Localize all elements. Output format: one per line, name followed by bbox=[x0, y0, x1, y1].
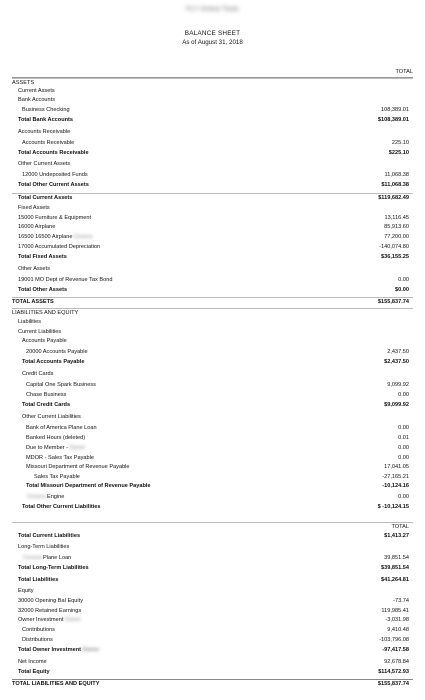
table-row bbox=[12, 658, 413, 667]
row-value: 85,913.60 bbox=[384, 224, 409, 230]
row-label bbox=[18, 576, 58, 585]
table-row bbox=[12, 391, 413, 400]
row-label bbox=[22, 413, 81, 422]
row-label bbox=[18, 543, 69, 552]
table-row bbox=[12, 607, 413, 616]
row-label-text: Total Missouri Department of Revenue Payable bbox=[26, 483, 151, 489]
row-label-text: Other Assets bbox=[18, 266, 51, 272]
row-label-text: Equity bbox=[18, 588, 34, 594]
table-row bbox=[12, 473, 413, 482]
table-row bbox=[12, 337, 413, 346]
table-row bbox=[12, 434, 413, 443]
column-header-total: TOTAL bbox=[395, 69, 413, 75]
row-label bbox=[18, 204, 50, 213]
row-label-text: Total Other Assets bbox=[18, 287, 68, 293]
row-value: $39,851.54 bbox=[381, 565, 409, 571]
row-label-text: Liabilities bbox=[18, 319, 42, 325]
table-row bbox=[12, 493, 413, 502]
table-row bbox=[12, 463, 413, 472]
row-label bbox=[22, 554, 71, 563]
row-label-text: Bank Accounts bbox=[18, 97, 56, 103]
row-label-text: Total Other Current Liabilities bbox=[22, 504, 101, 510]
table-row bbox=[12, 193, 413, 203]
row-label-text: Accounts Payable bbox=[22, 338, 67, 344]
row-label-text: 19001 MO Dept of Revenue Tax Bond bbox=[18, 277, 113, 283]
row-label bbox=[22, 370, 53, 379]
row-label-text: 16500 16500 Airplane bbox=[18, 234, 73, 240]
row-value: $119,682.49 bbox=[378, 195, 409, 201]
row-value: $155,837.74 bbox=[377, 681, 409, 687]
row-label bbox=[22, 626, 55, 635]
row-value: 0.00 bbox=[398, 425, 409, 431]
row-label bbox=[34, 473, 80, 482]
table-row bbox=[12, 668, 413, 677]
table-row bbox=[12, 286, 413, 295]
row-label bbox=[26, 348, 88, 357]
row-label-text: 32000 Retained Earnings bbox=[18, 608, 82, 614]
row-label bbox=[18, 233, 93, 242]
row-value: -27,165.21 bbox=[382, 474, 409, 480]
row-label-text: Engine bbox=[46, 494, 65, 500]
row-label bbox=[26, 482, 151, 491]
table-row bbox=[12, 149, 413, 158]
row-label bbox=[26, 434, 85, 443]
row-label bbox=[22, 106, 70, 115]
row-label-text: Bank of America Plane Loan bbox=[26, 425, 97, 431]
table-row bbox=[12, 308, 413, 318]
row-label bbox=[18, 646, 100, 655]
row-value: $108,389.01 bbox=[377, 117, 409, 123]
row-label bbox=[18, 532, 80, 541]
table-row bbox=[12, 626, 413, 635]
row-label-text: Banked Hours (deleted) bbox=[26, 435, 86, 441]
row-value: 0.00 bbox=[398, 494, 409, 500]
table-row bbox=[12, 223, 413, 232]
table-row bbox=[12, 171, 413, 180]
row-label-text: Net Income bbox=[18, 659, 47, 665]
row-label-text: Total Current Assets bbox=[18, 195, 73, 201]
row-value: -140,074.80 bbox=[379, 244, 409, 250]
redacted-text: Cessna bbox=[73, 234, 93, 240]
company-name: FLY Online Tools bbox=[186, 6, 239, 13]
table-row bbox=[12, 116, 413, 125]
row-label-text: 17000 Accumulated Depreciation bbox=[18, 244, 101, 250]
table-row bbox=[12, 370, 413, 379]
row-label bbox=[12, 309, 78, 318]
table-row bbox=[12, 328, 413, 337]
row-label-text: Business Checking bbox=[22, 107, 70, 113]
row-label bbox=[12, 680, 99, 689]
row-value: -103,796.08 bbox=[379, 637, 409, 643]
table-row bbox=[12, 181, 413, 190]
row-label bbox=[18, 243, 100, 252]
table-row bbox=[12, 233, 413, 242]
row-label bbox=[18, 587, 34, 596]
row-value: $ -10,124.15 bbox=[377, 504, 409, 510]
row-value: 17,041.05 bbox=[384, 464, 409, 470]
table-row bbox=[12, 276, 413, 285]
row-label-text: Total Accounts Payable bbox=[22, 359, 85, 365]
row-label-text: Total Accounts Receivable bbox=[18, 150, 89, 156]
row-label-text: Total Equity bbox=[18, 669, 50, 675]
row-value: $2,437.50 bbox=[384, 359, 409, 365]
row-label bbox=[18, 318, 41, 327]
row-label-text: Long-Term Liabilities bbox=[18, 544, 70, 550]
row-value: 11,068.38 bbox=[384, 172, 409, 178]
row-label bbox=[22, 337, 67, 346]
row-label-text: Total Fixed Assets bbox=[18, 254, 67, 260]
table-row bbox=[12, 348, 413, 357]
row-value: 9,410.48 bbox=[387, 627, 409, 633]
row-value: 0.00 bbox=[398, 277, 409, 283]
row-label bbox=[391, 523, 409, 532]
table-row bbox=[12, 358, 413, 367]
row-value: $114,572.93 bbox=[378, 669, 409, 675]
row-label-text: Total Owner Investment bbox=[18, 647, 81, 653]
row-label bbox=[26, 463, 130, 472]
table-row bbox=[12, 160, 413, 169]
row-label bbox=[18, 194, 72, 203]
row-label bbox=[18, 116, 73, 125]
row-label-text: Current Assets bbox=[18, 88, 55, 94]
row-label bbox=[22, 636, 53, 645]
table-row bbox=[12, 587, 413, 596]
row-label bbox=[18, 160, 70, 169]
row-label-text: LIABILITIES AND EQUITY bbox=[12, 310, 79, 316]
row-value: $9,099.92 bbox=[384, 402, 409, 408]
row-value: $225.10 bbox=[388, 150, 409, 156]
row-label bbox=[18, 328, 61, 337]
table-row bbox=[12, 554, 413, 563]
row-value: 119,985.41 bbox=[381, 608, 409, 614]
row-label-text: Current Liabilities bbox=[18, 329, 62, 335]
row-label-text: Total Bank Accounts bbox=[18, 117, 74, 123]
row-value: $0.00 bbox=[395, 287, 409, 293]
table-row bbox=[12, 564, 413, 573]
row-label bbox=[18, 597, 83, 606]
row-label-text: Due to Member - bbox=[26, 445, 68, 451]
table-row bbox=[12, 87, 413, 96]
report-date: As of August 31, 2018 bbox=[182, 39, 243, 46]
table-row bbox=[12, 106, 413, 115]
row-label bbox=[18, 276, 112, 285]
redacted-text: Owner bbox=[68, 445, 86, 451]
row-value: $36,155.25 bbox=[381, 254, 409, 260]
table-row bbox=[12, 318, 413, 327]
table-row bbox=[12, 503, 413, 512]
row-label-text: Owner Investment bbox=[18, 617, 64, 623]
row-label-text: Accounts Receivable bbox=[18, 129, 71, 135]
row-value: 92,678.84 bbox=[384, 659, 409, 665]
row-value: 77,200.00 bbox=[384, 234, 409, 240]
row-label-text: Capital One Spark Business bbox=[26, 382, 96, 388]
row-label-text: Contributions bbox=[22, 627, 55, 633]
table-row bbox=[12, 381, 413, 390]
row-value: 0.01 bbox=[398, 435, 409, 441]
row-label-text: Plane Loan bbox=[42, 555, 72, 561]
table-row bbox=[12, 128, 413, 137]
table-row bbox=[12, 297, 413, 307]
row-label bbox=[22, 171, 88, 180]
table-row bbox=[12, 482, 413, 491]
row-label bbox=[26, 391, 66, 400]
row-label-text: 20000 Accounts Payable bbox=[26, 349, 88, 355]
row-label bbox=[18, 149, 89, 158]
table-row bbox=[12, 413, 413, 422]
table-row bbox=[12, 214, 413, 223]
row-value: $1,413.27 bbox=[384, 533, 409, 539]
report-title: BALANCE SHEET bbox=[184, 30, 241, 37]
row-label bbox=[26, 444, 86, 453]
row-label bbox=[26, 454, 94, 463]
row-label-text: Total Credit Cards bbox=[22, 402, 71, 408]
row-label-text: Fixed Assets bbox=[18, 205, 50, 211]
redacted-text: Cessna bbox=[27, 494, 46, 500]
row-value: 108,389.01 bbox=[381, 107, 409, 113]
row-value: 2,437.50 bbox=[387, 349, 409, 355]
row-label bbox=[22, 358, 84, 367]
table-row bbox=[12, 265, 413, 274]
table-row bbox=[12, 646, 413, 655]
table-row bbox=[12, 253, 413, 262]
row-value: $11,068.38 bbox=[381, 182, 409, 188]
table-row bbox=[12, 401, 413, 410]
row-label bbox=[26, 381, 96, 390]
table-row bbox=[12, 679, 413, 689]
row-label bbox=[12, 298, 54, 307]
table-row bbox=[12, 96, 413, 105]
row-label-text: TOTAL ASSETS bbox=[12, 299, 54, 305]
row-label bbox=[18, 286, 67, 295]
row-label bbox=[18, 265, 50, 274]
row-label-text: MDOR - Sales Tax Payable bbox=[26, 455, 94, 461]
row-label-text: Distributions bbox=[22, 637, 53, 643]
row-value: 9,099.92 bbox=[387, 382, 409, 388]
row-label-text: TOTAL LIABILITIES AND EQUITY bbox=[12, 681, 100, 687]
row-label bbox=[18, 87, 55, 96]
row-label-text: 16000 Airplane bbox=[18, 224, 56, 230]
table-row bbox=[12, 543, 413, 552]
row-label bbox=[22, 503, 101, 512]
row-label-text: 12000 Undeposited Funds bbox=[22, 172, 88, 178]
table-row bbox=[12, 424, 413, 433]
table-row bbox=[12, 139, 413, 148]
row-value: -97,417.58 bbox=[382, 647, 409, 653]
row-label-text: TOTAL bbox=[391, 524, 409, 530]
row-label bbox=[18, 607, 81, 616]
table-row bbox=[12, 454, 413, 463]
row-label bbox=[26, 493, 64, 502]
row-label-text: Sales Tax Payable bbox=[34, 474, 80, 480]
row-label bbox=[18, 253, 67, 262]
row-label-text: Total Other Current Assets bbox=[18, 182, 89, 188]
row-label bbox=[18, 128, 70, 137]
table-row bbox=[12, 597, 413, 606]
row-label-text: Other Current Assets bbox=[18, 161, 71, 167]
row-label bbox=[18, 214, 91, 223]
redacted-text: Cessna bbox=[23, 555, 42, 561]
table-row bbox=[12, 243, 413, 252]
table-row bbox=[12, 204, 413, 213]
redacted-text: Owner bbox=[82, 647, 100, 653]
column-header-total-repeat bbox=[12, 522, 413, 532]
row-value: 225.10 bbox=[391, 140, 409, 146]
row-value: 0.00 bbox=[398, 392, 409, 398]
row-value: 0.00 bbox=[398, 455, 409, 461]
row-label-text: 15000 Furniture & Equipment bbox=[18, 215, 92, 221]
row-label-text: Accounts Receivable bbox=[22, 140, 75, 146]
row-value: $41,264.81 bbox=[381, 577, 409, 583]
row-label bbox=[26, 424, 97, 433]
row-label bbox=[22, 139, 74, 148]
row-label-text: Missouri Department of Revenue Payable bbox=[26, 464, 130, 470]
row-label-text: Total Long-Term Liabilities bbox=[18, 565, 89, 571]
row-label bbox=[18, 658, 47, 667]
row-value: -10,124.16 bbox=[382, 483, 409, 489]
row-label bbox=[18, 181, 89, 190]
row-label bbox=[18, 96, 55, 105]
row-label-text: Credit Cards bbox=[22, 371, 54, 377]
redacted-text: Owner bbox=[64, 617, 81, 623]
row-label bbox=[18, 668, 50, 677]
row-value: -3,031.98 bbox=[385, 617, 409, 623]
row-label-text: Other Current Liabilities bbox=[22, 414, 81, 420]
table-row bbox=[12, 636, 413, 645]
table-row bbox=[12, 444, 413, 453]
row-label bbox=[18, 223, 55, 232]
row-label-text: Chase Business bbox=[26, 392, 67, 398]
row-value: 13,116.45 bbox=[384, 215, 409, 221]
row-value: -73.74 bbox=[393, 598, 409, 604]
row-label bbox=[18, 564, 89, 573]
row-label-text: Total Liabilities bbox=[18, 577, 59, 583]
row-label-text: 30000 Opening Bal Equity bbox=[18, 598, 83, 604]
table-row bbox=[12, 576, 413, 585]
table-row bbox=[12, 616, 413, 625]
row-value: 39,851.54 bbox=[384, 555, 409, 561]
row-value: 0.00 bbox=[398, 445, 409, 451]
row-label bbox=[18, 616, 82, 625]
table-row bbox=[12, 532, 413, 541]
row-label-text: Total Current Liabilities bbox=[18, 533, 81, 539]
row-label-text: ASSETS bbox=[12, 80, 35, 86]
row-label bbox=[22, 401, 70, 410]
row-value: $155,837.74 bbox=[377, 299, 409, 305]
